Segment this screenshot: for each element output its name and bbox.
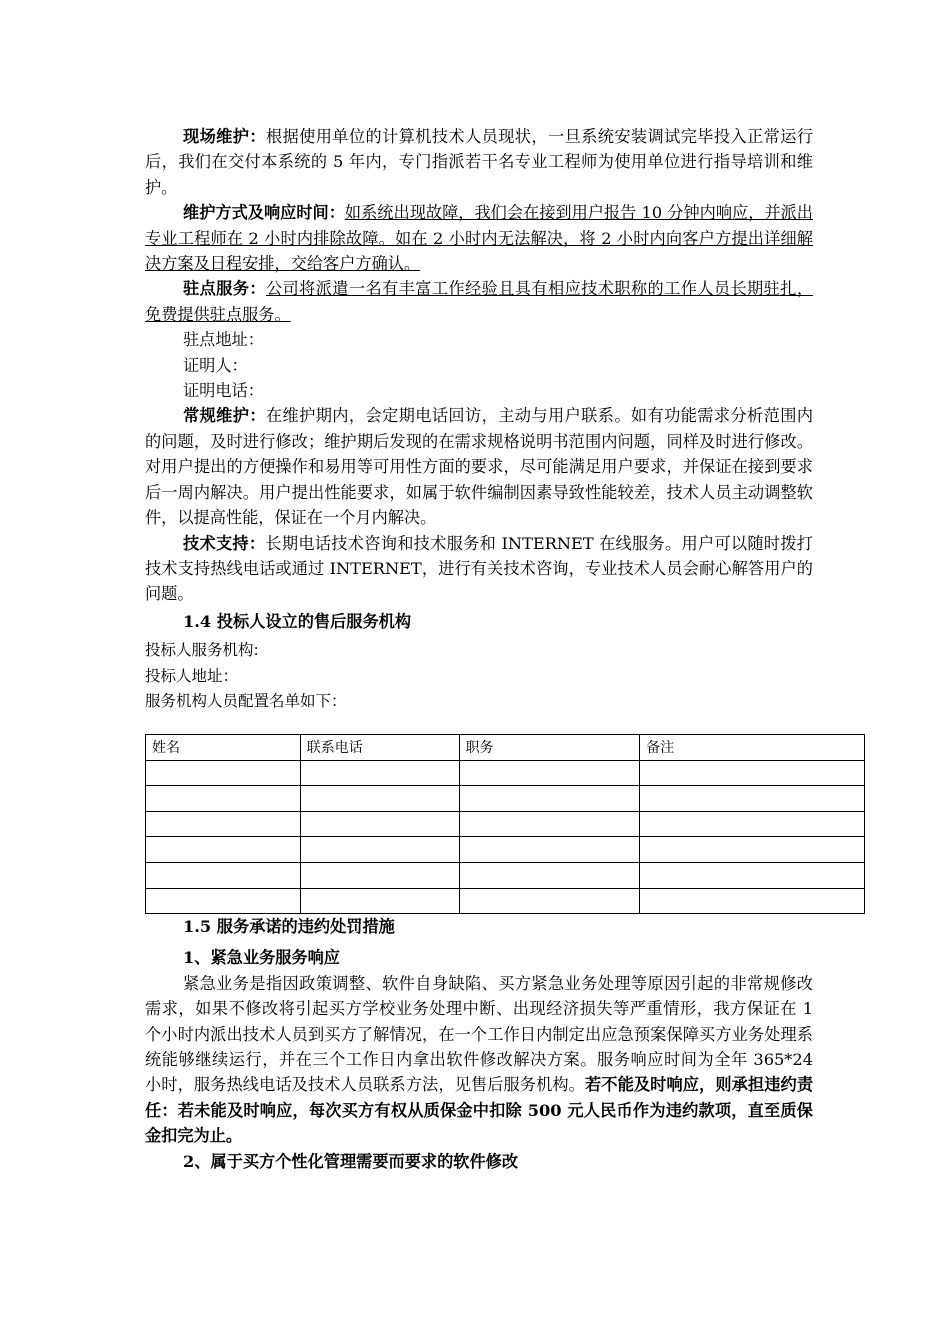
table-cell[interactable] (640, 760, 865, 786)
table-row (146, 786, 865, 812)
text-response-time: 如系统出现故障，我们会在接到用户报告 10 分钟内响应，并派出专业工程师在 2 小时内排除故障。如在 2 小时内无法解决，将 2 小时内向客户方提出详细解决方案及日程安排，交给客户方确认。 (145, 203, 813, 274)
label-resident-service: 驻点服务： (183, 279, 266, 299)
field-witness: 证明人： (183, 355, 248, 375)
table-cell[interactable] (300, 837, 459, 863)
section-heading-1-4: 1.4 投标人设立的售后服务机构 (183, 611, 412, 631)
table-cell[interactable] (300, 760, 459, 786)
table-cell[interactable] (459, 837, 640, 863)
org-name-field: 投标人服务机构: (145, 641, 259, 660)
table-cell[interactable] (459, 888, 640, 914)
table-cell[interactable] (640, 862, 865, 888)
text-penalty: 若不能及时响应，则承担违约责任：若未能及时响应，每次买方有权从质保金中扣除 500 元人民币作为违约款项，直至质保金扣完为止。 (145, 1075, 814, 1146)
paragraph-response-time (145, 200, 813, 276)
staff-table (145, 734, 865, 914)
staff-list-caption: 服务机构人员配置名单如下： (145, 692, 347, 711)
table-cell[interactable] (459, 760, 640, 786)
paragraph-routine-maintenance (145, 403, 813, 530)
field-site-address: 驻点地址： (183, 330, 264, 350)
table-cell[interactable] (459, 862, 640, 888)
table-cell[interactable] (300, 862, 459, 888)
label-onsite-maintenance: 现场维护： (183, 127, 266, 146)
table-row (146, 888, 865, 914)
table-cell[interactable] (300, 888, 459, 914)
document-body (145, 124, 813, 715)
paragraph-resident-service (145, 276, 813, 327)
header-position: 职务 (459, 735, 640, 761)
section-heading-1-5: 1.5 服务承诺的违约处罚措施 (183, 917, 395, 936)
text-urgent-response: 紧急业务是指因政策调整、软件自身缺陷、买方紧急业务处理等原因引起的非常规修改需求，如果不修改将引起买方学校业务处理中断、出现经济损失等严重情形，我方保证在 1 个小时内派出技术人员到买方了解情况，在一个工作日内制定出应急预案保障买方业务处理系统能够继续运行，并在三个工作日内拿出软件修改解决方案。服务响应时间为全年 365*24 小时，服务热线电话及技术人员联系方法，见售后服务机构。 (145, 973, 813, 1095)
table-cell[interactable] (459, 786, 640, 812)
org-address-field: 投标人地址： (145, 666, 239, 685)
text-tech-support: 长期电话技术咨询和技术服务和 INTERNET 在线服务。用户可以随时拨打技术支持热线电话或通过 INTERNET，进行有关技术咨询，专业技术人员会耐心解答用户的问题。 (145, 533, 813, 604)
table-row (146, 862, 865, 888)
header-name: 姓名 (146, 735, 301, 761)
paragraph-tech-support (145, 531, 813, 607)
table-cell[interactable] (640, 837, 865, 863)
table-cell[interactable] (459, 811, 640, 837)
label-routine-maintenance: 常规维护： (183, 406, 266, 426)
table-cell[interactable] (300, 811, 459, 837)
table-cell[interactable] (640, 811, 865, 837)
text-resident-service: 公司将派遣一名有丰富工作经验且具有相应技术职称的工作人员长期驻扎，免费提供驻点服务。 (145, 279, 814, 324)
header-remarks: 备注 (640, 735, 865, 761)
table-cell[interactable] (146, 862, 301, 888)
field-witness-phone: 证明电话： (183, 381, 264, 401)
label-tech-support: 技术支持： (183, 533, 266, 553)
table-cell[interactable] (146, 888, 301, 914)
paragraph-urgent-response (145, 971, 813, 1149)
text-onsite-maintenance: 根据使用单位的计算机技术人员现状，一旦系统安装调试完毕投入正常运行后，我们在交付本系统的 5 年内，专门指派若干名专业工程师为使用单位进行指导培训和维护。 (145, 127, 814, 197)
table-row (146, 811, 865, 837)
subheading-urgent-response: 1、紧急业务服务响应 (183, 948, 340, 968)
table-cell[interactable] (146, 786, 301, 812)
subheading-custom-modification: 2、属于买方个性化管理需要而要求的软件修改 (183, 1151, 519, 1171)
text-routine-maintenance: 在维护期内，会定期电话回访，主动与用户联系。如有功能需求分析范围内的问题，及时进行修改；维护期后发现的在需求规格说明书范围内问题，同样及时进行修改。对用户提出的方便操作和易用等可用性方面的要求，尽可能满足用户要求，并保证在接到要求后一周内解决。用户提出性能要求，如属于软件编制因素导致性能较差，技术人员主动调整软件，以提高性能，保证在一个月内解决。 (145, 406, 814, 528)
table-cell[interactable] (300, 786, 459, 812)
table-cell[interactable] (146, 811, 301, 837)
table-row (146, 837, 865, 863)
penalty-section (145, 914, 813, 1178)
header-phone: 联系电话 (300, 735, 459, 761)
table-cell[interactable] (640, 888, 865, 914)
table-row (146, 760, 865, 786)
table-cell[interactable] (640, 786, 865, 812)
label-response-time: 维护方式及响应时间： (183, 203, 345, 223)
table-cell[interactable] (146, 760, 301, 786)
table-cell[interactable] (146, 837, 301, 863)
table-header-row (146, 735, 865, 761)
paragraph-onsite-maintenance (145, 124, 813, 200)
